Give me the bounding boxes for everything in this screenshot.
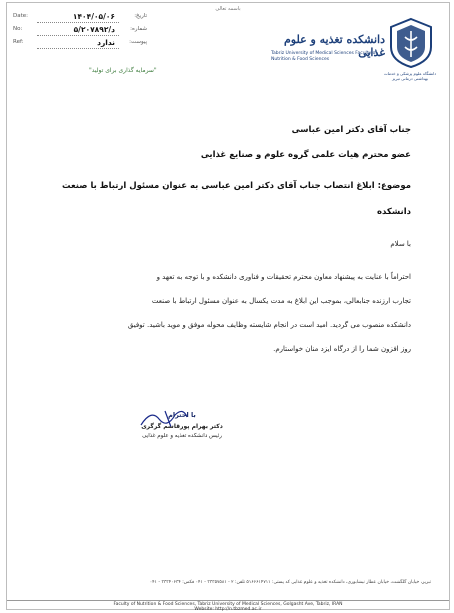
slogan-text: "سرمایه گذاری برای تولید" (89, 67, 157, 74)
signature-closing: با احترام (168, 411, 196, 419)
attachment-label: پیوست: (129, 39, 147, 45)
letter-subject (51, 173, 411, 225)
footer-divider (7, 600, 449, 601)
subject-line: موضوع: ابلاغ انتصاب جناب آقای دکتر امین عباسی به عنوان مسئول ارتباط با صنعت (62, 181, 411, 191)
signatory-title: رئیس دانشکده تغذیه و علوم غذایی (142, 433, 222, 439)
footer-address-en (7, 602, 449, 612)
body-line: دانشکده منصوب می گردید. امید است در انجام شایسته وظایف محوله موفق و موید باشید. توفیق (127, 321, 411, 329)
letter-page (6, 2, 450, 610)
body-line: احتراماً با عنایت به پیشنهاد معاون محترم تحقیقات و فناوری دانشکده و با توجه به تعهد و (156, 273, 411, 281)
number-row (13, 24, 147, 37)
attachment-row (13, 37, 147, 50)
recipient-name: جناب آقای دکتر امین عباسی (291, 125, 411, 135)
signatory-name: دکتر بهرام پورقاسم گرگری (141, 423, 223, 430)
date-label: تاریخ: (134, 13, 147, 19)
number-line (37, 35, 119, 36)
date-value: ۱۴۰۴/۰۵/۰۶ (72, 12, 115, 21)
number-label-en: No: (13, 26, 23, 32)
signature-block (127, 411, 237, 439)
attachment-label-en: Ref: (13, 39, 24, 45)
recipient-position: عضو محترم هیات علمی گروه علوم و صنایع غذایی (200, 150, 411, 160)
faculty-name-en: Tabriz University of Medical Sciences Faculty of Nutrition & Food Sciences (271, 51, 378, 62)
date-row (13, 11, 147, 24)
footer-website[interactable]: Website: http://n.tbzmed.ac.ir (194, 607, 262, 612)
faculty-name-fa: دانشکده تغذیه و علوم غذایی (283, 33, 385, 59)
attachment-line (37, 48, 119, 49)
university-name-fa: دانشگاه علوم پزشکی و خدمات بهداشتی درمانی تبریز (383, 71, 437, 81)
number-label: شماره: (130, 26, 147, 32)
attachment-value: ندارد (97, 38, 115, 47)
footer-address-en-line: Faculty of Nutrition & Food Sciences, Tabriz University of Medical Sciences, Golgasht Ave, Tabriz, IRAN (113, 602, 343, 607)
body-line: روز افزون شما را از درگاه ایزد منان خواستارم. (273, 345, 411, 353)
bismillah-header: باسمه تعالی (215, 6, 241, 12)
greeting: با سلام (390, 240, 411, 248)
body-line: تجارب ارزنده جنابعالی، بموجب این ابلاغ به مدت یکسال به عنوان مسئول ارتباط با صنعت (151, 297, 411, 305)
subject-line: دانشکده (377, 207, 411, 217)
number-value: ۵/د/۲۰۷۸۹۲ (73, 25, 115, 34)
date-label-en: Date: (13, 13, 28, 19)
letter-meta (13, 11, 147, 50)
letter-body (39, 265, 411, 361)
date-line (37, 22, 119, 23)
university-emblem-icon (387, 17, 435, 69)
footer-address-fa: تبریز، خیابان گلگشت، خیابان عطار نیشابوری، دانشکده تغذیه و علوم غذایی کد پستی: ۵۱۶۶۶۱۴۷۱۱ تلفن: ۲ - ۳۳۳۵۷۵۸۱ - ۰۴۱ فکس: ۳۳۳۴۰۶۳۴ - ۰۴۱ (149, 580, 431, 585)
